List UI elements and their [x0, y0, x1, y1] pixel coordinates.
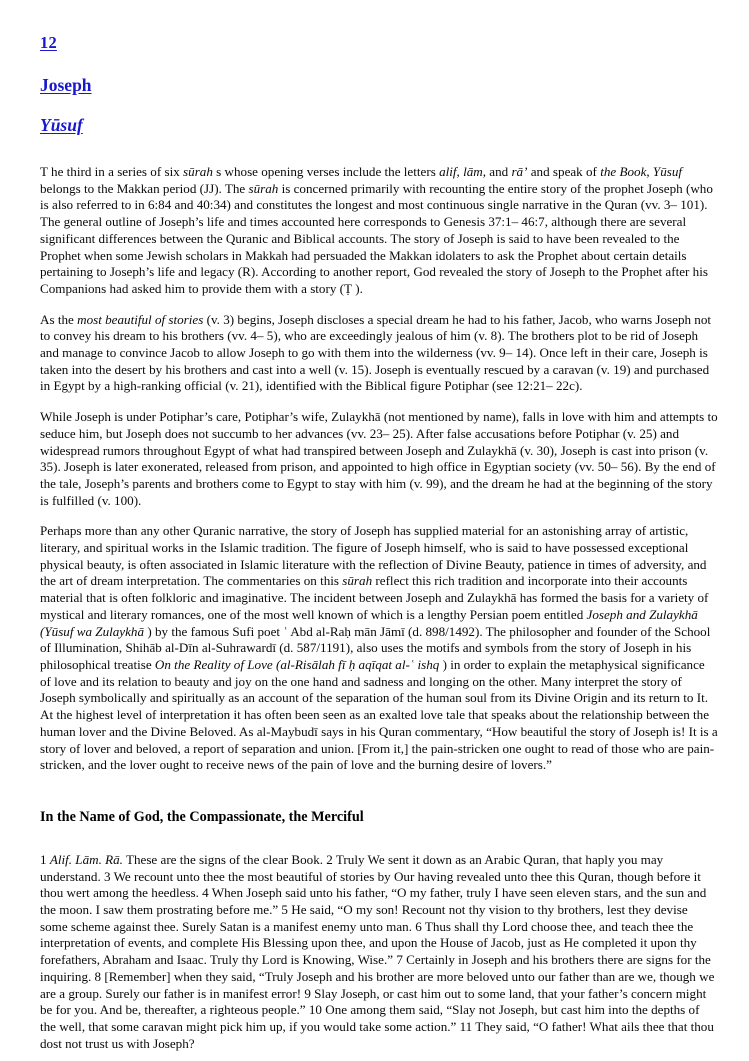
intro-paragraph: [40, 523, 718, 774]
italic-run: Joseph and Zulaykhā (Yūsuf wa Zulaykhā: [40, 606, 698, 639]
text-run: These are the signs of the clear Book. 2 Truly We sent it down as an Arabic Quran, that haply you may understand. 3 We recount unto thee the most beautiful of stories by Our having revealed unto thee this Quran, though before it thou wert among the heedless. 4 When Joseph said unto his father, “O my father, truly I have seen eleven stars, and the sun and the moon. I saw them prostrating before me.” 5 He said, “O my son! Recount not thy vision to thy brothers, lest they devise some scheme against thee. Surely Satan is a manifest enemy unto man. 6 Thus shall thy Lord choose thee, and teach thee the interpretation of events, and complete His Blessing upon thee, and upon the House of Jacob, just as He completed it upon thy forefathers, Abraham and Isaac. Truly thy Lord is Knowing, Wise.” 7 Certainly in Joseph and his brothers there are signs for the inquiring. 8 [Remember] when they said, “Truly Joseph and his brother are more beloved unto our father than are we, though we are a group. Surely our father is in manifest error! 9 Slay Joseph, or cast him out to some land, that your father’s concern might be for you. And be, thereafter, a righteous people.” 10 One among them said, “Slay not Joseph, but cast him into the depths of the well, that some caravan might pick him up, if you would take some action.” 11 They said, “O father! What ails thee that thou dost not trust us with Joseph?: [40, 851, 715, 1051]
text-run: belongs to the Makkan period (JJ). The: [40, 180, 249, 196]
italic-run: the Book, Yūsuf: [600, 164, 683, 179]
italic-run: Alif. Lām. Rā.: [49, 851, 123, 867]
basmala-heading: In the Name of God, the Compassionate, the Merciful: [40, 808, 364, 825]
text-run: and: [486, 164, 512, 179]
text-run: reflect this rich tradition and incorporate into their accounts material that is often folkloric and imaginative. The incident between Joseph and Zulaykhā has formed the basis for a variety of mystical and literary romances, one of the most well known of which is a lengthy Persian poem entitled: [40, 573, 709, 622]
italic-run: alif, lām,: [439, 164, 486, 179]
italic-run: sūrah: [342, 573, 373, 589]
chapter-number-row: [40, 0, 718, 53]
introduction-section: [40, 164, 718, 774]
text-run: T he third in a series of six: [40, 164, 184, 179]
italic-run: rā’: [511, 164, 528, 179]
text-run: and speak of: [527, 164, 601, 179]
text-run: 1: [40, 851, 50, 867]
intro-paragraph: [40, 164, 718, 298]
text-run: s whose opening verses include the letters: [212, 164, 440, 179]
text-run: (v. 3) begins, Joseph discloses a special dream he had to his father, Jacob, who warns Joseph not to convey his dream to his brothers (vv. 4– 5), who are exceedingly jealous of him (v. 8). The brothers plot to be rid of Joseph and manage to convince Jacob to allow Joseph to go with them into the wilderness (vv. 9– 14). Once left in their care, Joseph is taken into the desert by his brothers and cast into a well (v. 15). Joseph is eventually rescued by a caravan (v. 19) and purchased in Egypt by a high-ranking official (v. 21), identified with the Biblical figure Potiphar (see 12:21– 22c).: [40, 311, 712, 394]
chapter-title-arabic: Yūsuf: [40, 115, 83, 135]
text-run: As the: [40, 311, 78, 327]
page-content: [40, 0, 718, 1052]
italic-run: sūrah: [248, 180, 279, 196]
text-run: While Joseph is under Potiphar’s care, Potiphar’s wife, Zulaykhā (not mentioned by name), falls in love with him and attempts to seduce him, but Joseph does not succumb to her advances (vv. 23– 25). After false accusations before Potiphar (v. 25) and widespread rumors throughout Egypt of what had transpired between Joseph and Zulaykhā (v. 30), Joseph is cast into prison (v. 35). Joseph is later exonerated, released from prison, and appointed to high office in Egyptian society (vv. 50– 56). By the end of the tale, Joseph’s parents and brothers come to Egypt to stay with him (v. 99), and the dream he had at the beginning of the story is fulfilled (v. 100).: [40, 409, 718, 508]
text-run: is concerned primarily with recounting the entire story of the prophet Joseph (who is also referred to in 6:84 and 40:34) and constitutes the longest and most continuous single narrative in the Quran (vv. 3– 101). The general outline of Joseph’s life and times accounted here corresponds to Genesis 37:1– 46:7, although there are several significant differences between the Quranic and Biblical accounts. The story of Joseph is said to have been revealed to the Prophet when some Jewish scholars in Makkah had persuaded the Makkan idolaters to ask the Prophet about certain details pertaining to Joseph’s life and legacy (R). According to another report, God revealed the story of Joseph to the Prophet after his Companions had asked him to provide them with a story (Ṭ ).: [40, 180, 713, 296]
italic-run: sūrah: [183, 164, 213, 179]
chapter-number: 12: [40, 33, 57, 52]
chapter-title-english-row: [40, 53, 718, 96]
italic-run: On the Reality of Love (al-Risālah fī ḥ aqīqat al-ʿ ishq: [154, 656, 440, 672]
verse-text-block: [40, 826, 718, 1052]
text-run: ) by the famous Sufi poet ʿ Abd al-Raḥ mān Jāmī (d. 898/1492). The philosopher and founder of the School of Illumination, Shihāb al-Dīn al-Suhrawardī (d. 587/1191), also uses the motifs and symbols from the story of Joseph in his philosophical treatise: [40, 623, 711, 672]
text-run: Perhaps more than any other Quranic narrative, the story of Joseph has supplied material for an astonishing array of artistic, literary, and spiritual works in the Islamic tradition. The figure of Joseph himself, who is said to have possessed exceptional physical beauty, is often associated in Islamic literature with the reflection of Divine Beauty, patience in times of adversity, and the art of dream interpretation. The commentaries on this: [40, 523, 707, 589]
italic-run: most beautiful of stories: [77, 311, 204, 327]
intro-paragraph: [40, 312, 718, 396]
chapter-title-arabic-row: [40, 96, 718, 136]
text-run: ) in order to explain the metaphysical significance of love and its relation to beauty and joy on the one hand and sadness and longing on the other. Many interpret the story of Joseph symbolically and spiritually as an account of the separation of the human soul from its Divine Origin and its return to It. At the highest level of interpretation it has often been seen as an exalted love tale that speaks about the relationship between the human lover and the Divine Beloved. As al-Maybudī says in his Quran commentary, “How beautiful the story of Joseph is! It is a story of lover and beloved, a report of separation and union. [From it,] the pain-stricken one ought to read of those who are pain-stricken, and the lover ought to receive news of the pain of love and the burning desire of lovers.”: [40, 656, 718, 773]
chapter-title-english: Joseph: [40, 75, 92, 95]
intro-paragraph: [40, 409, 718, 509]
